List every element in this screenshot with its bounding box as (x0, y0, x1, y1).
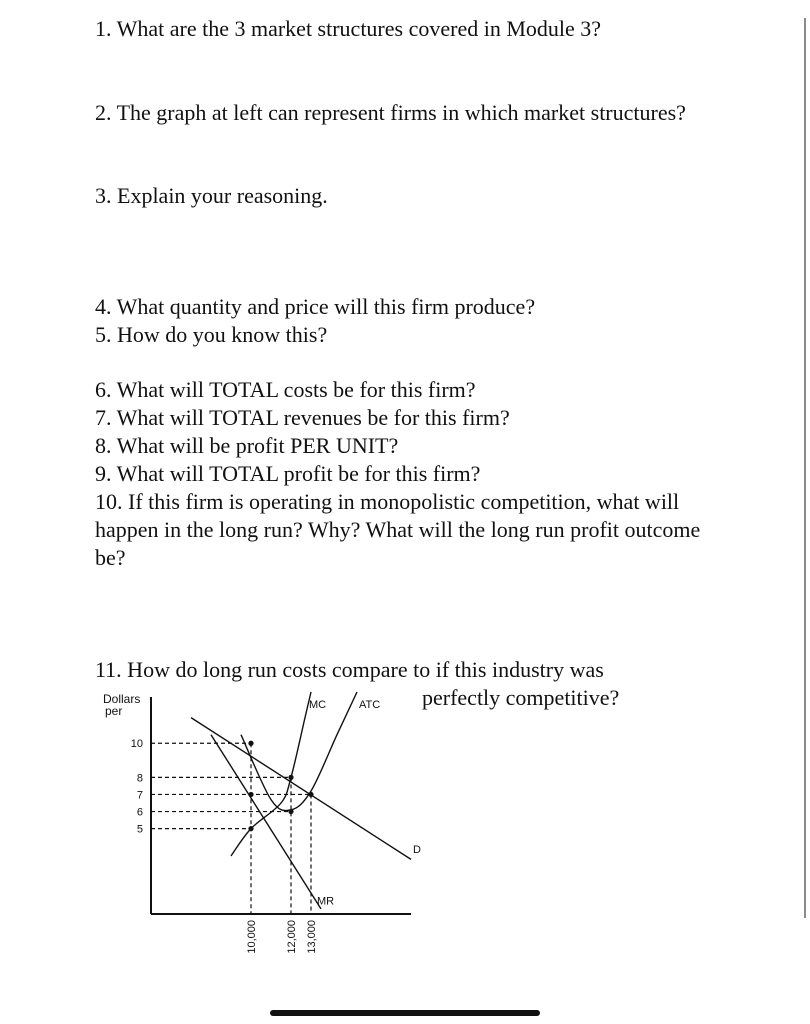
question-5: 5. How do you know this? (95, 322, 328, 347)
chart-axes (151, 697, 411, 914)
x-tick-label: 13,000 (306, 920, 318, 954)
intersection-point (308, 792, 313, 797)
question-7: 7. What will TOTAL revenues be for this firm? (95, 405, 510, 430)
y-tick-label: 6 (136, 806, 143, 819)
y-tick-label: 7 (136, 789, 143, 802)
y-tick-label: 8 (136, 772, 143, 785)
cost-revenue-chart (95, 685, 425, 975)
curve-label-atc: ATC (359, 698, 381, 711)
intersection-point (248, 792, 253, 797)
y-tick-label: 5 (136, 823, 143, 836)
question-6: 6. What will TOTAL costs be for this firm? (95, 377, 476, 402)
chart-curves (191, 692, 411, 909)
question-3: 3. Explain your reasoning. (95, 183, 328, 208)
question-10: 10. If this firm is operating in monopolistic competition, what will happen in the long run? Why? What will the long run profit outcome be? (95, 489, 701, 570)
question-11-line-2: perfectly competitive? (422, 685, 620, 710)
x-tick-label: 12,000 (286, 920, 298, 954)
curve-atc (241, 692, 357, 811)
curve-label-mc: MC (309, 698, 327, 711)
question-2: 2. The graph at left can represent firms in which market structures? (95, 100, 686, 125)
intersection-point (248, 826, 253, 831)
chart-points (248, 741, 313, 832)
question-4: 4. What quantity and price will this firm produce? (95, 294, 536, 319)
question-8: 8. What will be profit PER UNIT? (95, 433, 399, 458)
y-tick-label: 10 (130, 738, 143, 751)
curve-label-mr: MR (317, 895, 335, 908)
intersection-point (248, 741, 253, 746)
home-indicator (270, 1010, 540, 1016)
x-tick-label: 10,000 (246, 920, 258, 954)
curve-mr (211, 735, 321, 909)
y-axis-label: Dollars per (103, 692, 141, 718)
question-1: 1. What are the 3 market structures covered in Module 3? (95, 16, 602, 41)
curve-mc (231, 692, 311, 856)
intersection-point (288, 775, 293, 780)
intersection-point (288, 809, 293, 814)
question-11-line-1: 11. How do long run costs compare to if this industry was (95, 657, 604, 682)
curve-label-d: D (413, 844, 421, 857)
guide-lines (151, 743, 311, 914)
question-9: 9. What will TOTAL profit be for this firm? (95, 461, 481, 486)
page-edge-rule (804, 18, 806, 918)
curve-d (191, 718, 411, 860)
